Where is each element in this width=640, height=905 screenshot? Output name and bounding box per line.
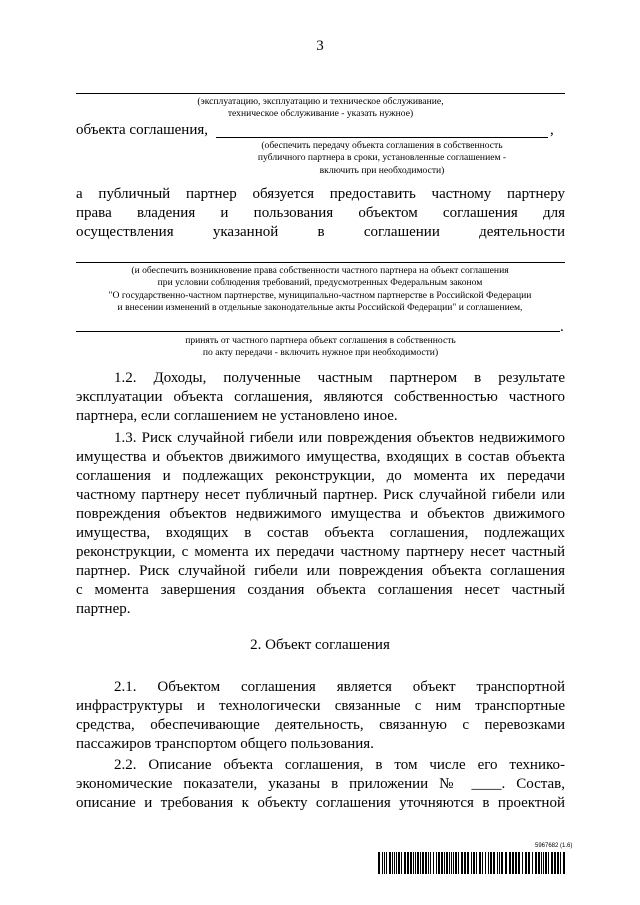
trailing-period: .	[560, 319, 564, 335]
barcode-bar	[512, 852, 514, 874]
footnote-acceptance: принять от частного партнера объект соглашения в собственность по акту передачи - включить нужное при необходимости)	[185, 335, 456, 359]
barcode-bar	[407, 852, 409, 874]
barcode-bar	[499, 852, 500, 874]
blank-line-operation	[76, 93, 565, 94]
barcode-bar	[398, 852, 400, 874]
barcode-bar	[497, 852, 498, 874]
barcode-bar	[560, 852, 561, 874]
barcode-bar	[464, 852, 466, 874]
barcode-bar	[535, 852, 537, 874]
barcode-bar	[453, 852, 454, 874]
barcode-bar	[545, 852, 547, 874]
barcode-bar	[392, 852, 393, 874]
paragraph-public-partner: а публичный партнер обязуется предоставить частному партнеру права владения и пользования объектом соглашения для осуществления указанной в соглашении деятельности	[76, 186, 565, 240]
barcode-bar	[548, 852, 549, 874]
barcode-bar	[389, 852, 391, 874]
barcode-bar	[396, 852, 397, 874]
barcode-bar	[394, 852, 395, 874]
barcode-bar	[430, 852, 431, 874]
object-label: объекта соглашения,	[76, 122, 209, 138]
barcode-bar	[515, 852, 517, 874]
barcode-bar	[428, 852, 429, 874]
barcode-bar	[509, 852, 511, 874]
barcode-bar	[382, 852, 383, 874]
barcode-bar	[490, 852, 492, 874]
barcode-bar	[449, 852, 450, 874]
object-comma: ,	[550, 122, 554, 138]
barcode-bar	[522, 852, 523, 874]
barcode-bar	[557, 852, 559, 874]
section-2-heading: 2. Объект соглашения	[250, 637, 390, 653]
barcode-bar	[461, 852, 463, 874]
blank-line-acceptance	[76, 331, 560, 332]
barcode-bar	[433, 852, 434, 874]
barcode-bar	[378, 852, 380, 874]
footnote-transfer: (обеспечить передачу объекта соглашения в собственность публичного партнера в сроки, установленные соглашением - включить при необходимости)	[257, 140, 507, 176]
barcode-bar	[422, 852, 424, 874]
barcode-bar	[384, 852, 385, 874]
barcode-number: 5967682 (1.6)	[535, 843, 573, 849]
blank-line-ownership	[76, 262, 565, 263]
barcode-bar	[446, 852, 448, 874]
barcode-bar	[518, 852, 520, 874]
barcode-bar	[444, 852, 445, 874]
barcode-bar	[425, 852, 427, 874]
barcode-bar	[413, 852, 414, 874]
page-number: 3	[316, 38, 324, 54]
barcode-bar	[554, 852, 556, 874]
barcode-bar	[415, 852, 416, 874]
barcode-bar	[386, 852, 387, 874]
barcode-bar	[551, 852, 553, 874]
barcode-bar	[436, 852, 437, 874]
barcode-bar	[493, 852, 495, 874]
barcode-bar	[525, 852, 527, 874]
barcode-bar	[458, 852, 459, 874]
barcode-bar	[543, 852, 544, 874]
barcode-bar	[467, 852, 469, 874]
paragraph-2-1: 2.1. Объектом соглашения является объект транспортной инфраструктуры и технологически связанные с ним транспортные средства, обеспечивающие деятельность, связанную с перевозками пассажиров транспортом общего пользования.	[76, 679, 565, 752]
barcode-bar	[438, 852, 440, 874]
barcode-bar	[485, 852, 486, 874]
barcode-bar	[479, 852, 481, 874]
barcode	[378, 852, 566, 874]
barcode-bar	[563, 852, 565, 874]
barcode-bar	[473, 852, 475, 874]
barcode-bar	[417, 852, 419, 874]
blank-line-transfer	[216, 137, 548, 138]
barcode-bar	[476, 852, 477, 874]
barcode-bar	[401, 852, 402, 874]
barcode-bar	[541, 852, 542, 874]
barcode-bar	[455, 852, 457, 874]
barcode-bar	[532, 852, 533, 874]
barcode-bar	[441, 852, 443, 874]
paragraph-2-2: 2.2. Описание объекта соглашения, в том числе его технико- экономические показатели, указаны в приложении № ____. Состав, описание и требования к объекту соглашения уточняются в проектной	[76, 757, 565, 811]
paragraph-1-3: 1.3. Риск случайной гибели или повреждения объектов недвижимого имущества и объектов движимого имущества, входящих в состав объекта соглашения и подлежащих реконструкции, до момента их передачи частному партнеру несет публичный партнер. Риск случайной гибели или повреждения объектов недвижимого имущества и объектов движимого имущества, входящих в состав объекта соглашения, подлежащих реконструкции, с момента их передачи частному партнеру несет частный партнер. Риск случайной гибели или повреждения объекта соглашения с момента завершения создания объекта соглашения несет частный партнер.	[76, 430, 565, 617]
barcode-bar	[410, 852, 412, 874]
barcode-bar	[404, 852, 406, 874]
barcode-bar	[505, 852, 507, 874]
barcode-bar	[482, 852, 483, 874]
barcode-bar	[488, 852, 489, 874]
barcode-bar	[501, 852, 503, 874]
barcode-bar	[538, 852, 540, 874]
barcode-bar	[471, 852, 472, 874]
barcode-bar	[528, 852, 530, 874]
footnote-ownership: (и обеспечить возникновение права собственности частного партнера на объект соглашения при условии соблюдения требований, предусмотренных Федеральным законом "О государственно-частном партнерстве, муниципально-частном партнерстве в Российской Федерации и внесении изменений в отдельные законодательные акты Российской Федерации" и соглашением,	[108, 265, 532, 314]
barcode-bar	[451, 852, 452, 874]
barcode-bar	[420, 852, 421, 874]
paragraph-1-2: 1.2. Доходы, полученные частным партнером в результате эксплуатации объекта соглашения, являются собственностью частного партнера, если соглашением не установлено иное.	[76, 370, 565, 424]
footnote-operation: (эксплуатацию, эксплуатацию и техническое обслуживание, техническое обслуживание - указать нужное)	[197, 96, 444, 120]
